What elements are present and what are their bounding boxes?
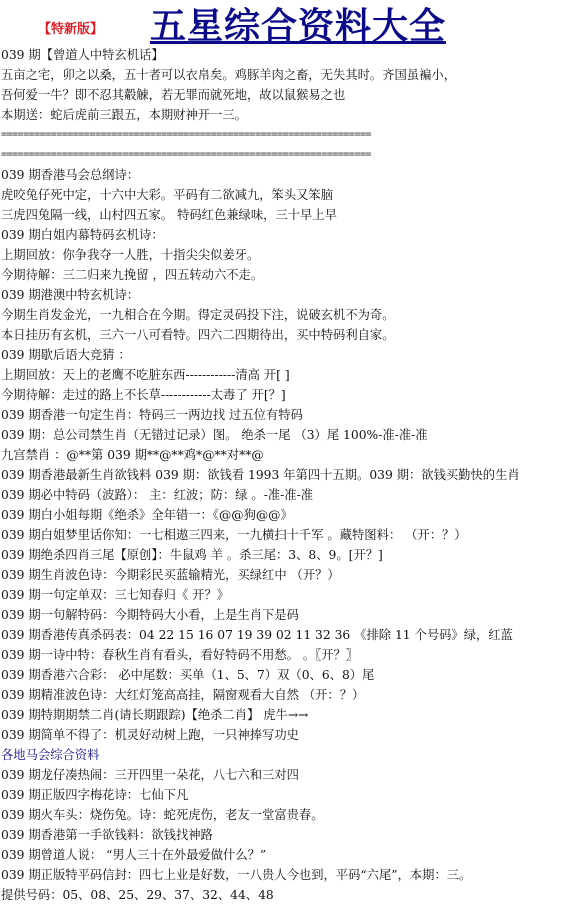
text-line: 039 期：总公司禁生肖（无错过记录）图。 绝杀一尾 （3）尾 100%-准-准-准 (1, 428, 428, 442)
text-line: 今期生肖发金光，一九相合在今期。得定灵码投下注，说破玄机不为奇。 (1, 308, 395, 322)
text-line: 039 期龙仔凑热闹：三开四里一朵花，八七六和三对四 (1, 768, 299, 782)
text-line: 今期待解：走过的路上不长草------------太毒了 开[？] (1, 388, 286, 402)
text-line: 039 期白姐内幕特码玄机诗： (1, 228, 164, 242)
text-line: 039 期曾道人说： “男人三十在外最爱做什么？” (1, 848, 267, 862)
text-line: 039 期香港马会总纲诗： (1, 168, 140, 182)
text-line: 039 期白小姐每期《绝杀》全年错一：《@@狗@@》 (1, 508, 293, 522)
text-line: 本期送：蛇后虎前三跟五，本期财神开一三。 (1, 108, 247, 122)
text-line: 039 期歇后语大竞猜 ： (1, 348, 131, 362)
section-heading: 各地马会综合资料 (1, 748, 100, 762)
text-line: 五亩之宅，卯之以桑，五十者可以衣帛矣。鸡豚羊肉之畜，无失其时。齐国虽褊小， (1, 68, 456, 82)
text-line: 039 期一诗中特：春秋生肖有看头，看好特码不用愁。 。〖开？〗 (1, 648, 359, 662)
text-line: 039 期一句定单双：三七知春归《 开？》 (1, 588, 230, 602)
text-line: 吾何爱一牛？即不忍其觳觫，若无罪而就死地，故以鼠猴易之也 (1, 88, 346, 102)
header (0, 0, 574, 47)
text-line: 虎咬兔仔死中定，十六中大彩。平码有二欲减九，笨头又笨脑 (1, 188, 334, 202)
text-line: 039 期火车头：烧伤兔。诗：蛇死虎伤，老友一堂富贵春。 (1, 808, 324, 822)
text-line: 039 期一句解特码：今期特码大小看，上是生肖下是码 (1, 608, 299, 622)
separator-line: =================================================================== (1, 129, 371, 140)
text-line: 039 期特期期禁二肖(请长期跟踪)【绝杀二肖】 虎牛→→ (1, 708, 309, 722)
text-line: 039 期香港第一手欲钱料：欲钱找神路 (1, 828, 213, 842)
text-line: 039 期香港六合彩： 必中尾数：买单（1、5、7）双（0、6、8）尾 (1, 668, 375, 682)
text-line: 039 期香港一句定生肖：特码三一两边找 过五位有特码 (1, 408, 303, 422)
text-line: 提供号码：05、08、25、29、37、32、44、48 (1, 888, 274, 902)
text-line: 039 期香港传真杀码表：04 22 15 16 07 19 39 02 11 32 36 《排除 11 个号码》绿，红蓝 (1, 628, 513, 642)
text-line: 上期回放：天上的老鹰不吃脏东西------------清高 开[ ] (1, 368, 290, 382)
text-line: 三虎四兔隔一线，山村四五家。 特码红色兼绿味，三十早上早 (1, 208, 337, 222)
text-line: 039 期香港最新生肖欲钱料 039 期：欲钱看 1993 年第四十五期。039 期：欲钱买勤快的生肖 (1, 468, 520, 482)
text-line: 039 期正版特平码信封：四七上业是好数，一八贵人今也到，平码“六尾”，本期：三。 (1, 868, 472, 882)
text-line: 039 期必中特码（波路）： 主：红波；防：绿 。-准-准-准 (1, 488, 314, 502)
text-line: 今期待解：三二归来九挽留 ，四五转动六不走。 (1, 268, 264, 282)
content-body (0, 45, 574, 905)
text-line: 039 期绝杀四肖三尾【原创】：牛鼠鸡 羊 。杀三尾：3、8、9。[开？] (1, 548, 383, 562)
text-line: 039 期港澳中特玄机诗： (1, 288, 140, 302)
text-line: 九宫禁肖 ：@**第 039 期**@**鸡*@**对**@ (1, 448, 264, 462)
text-line: 039 期简单不得了：机灵好动树上跑，一只神捧写功史 (1, 728, 299, 742)
text-line: 039 期【曾道人中特玄机话】 (1, 48, 164, 62)
text-line: 039 期白姐梦里话你知：一七相遨三四来，一九横扫十千军 。藏特图料： （开：？） (1, 528, 467, 542)
separator-line: =================================================================== (1, 149, 371, 160)
text-line: 039 期正版四字梅花诗：七仙下凡 (1, 788, 189, 802)
edition-badge: 【特新版】 (38, 22, 104, 37)
text-line: 本日挂历有玄机，三六一八可看特。四六二四期待出，买中特码利自家。 (1, 328, 395, 342)
text-line: 上期回放：你争我夺一人胜，十指尖尖似姜牙。 (1, 248, 260, 262)
text-line: 039 期生肖波色诗：今期彩民买蓝输精光，买绿红中 （开？） (1, 568, 340, 582)
text-line: 039 期精准波色诗：大红灯笼高高挂，隔窗观看大自然 （开：？） (1, 688, 365, 702)
page-title: 五星综合资料大全 (150, 5, 447, 47)
